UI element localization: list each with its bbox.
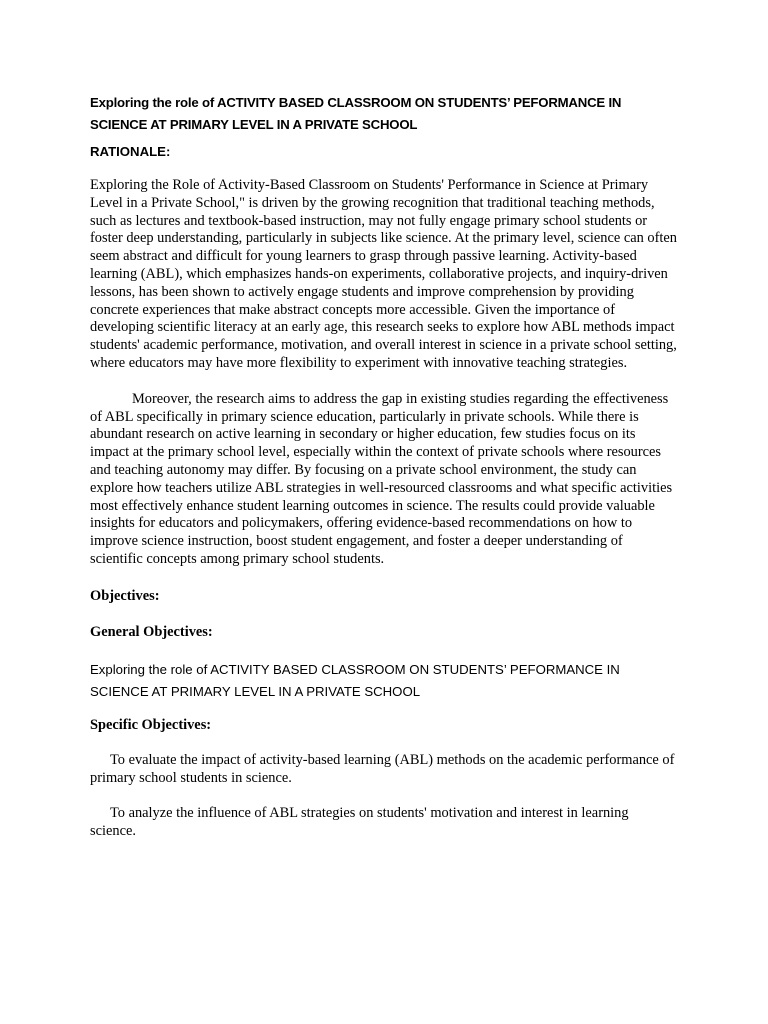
document-title: Exploring the role of ACTIVITY BASED CLASSROOM ON STUDENTS’ PEFORMANCE IN SCIENCE AT PRIMARY LEVEL IN A PRIVATE SCHOOL (90, 95, 622, 132)
objectives-heading: Objectives: (90, 587, 160, 604)
specific-objectives-heading: Specific Objectives: (90, 716, 212, 733)
specific-objective-1: To evaluate the impact of activity-based learning (ABL) methods on the academic performance of primary school students in science. (90, 751, 675, 786)
general-objectives-heading: General Objectives: (90, 623, 213, 640)
specific-objective-2: To analyze the influence of ABL strategies on students' motivation and interest in learning science. (90, 805, 629, 840)
general-objective-text: Exploring the role of ACTIVITY BASED CLASSROOM ON STUDENTS’ PEFORMANCE IN SCIENCE AT PRIMARY LEVEL IN A PRIVATE SCHOOL (90, 661, 620, 699)
rationale-paragraph-1: Exploring the Role of Activity-Based Classroom on Students' Performance in Science at Primary Level in a Private School," is driven by the growing recognition that traditional teaching methods, such as lectures and textbook-based instruction, may not fully engage primary school students or foster deep understanding, particularly in subjects like science. At the primary level, science can often seem abstract and difficult for young learners to grasp through passive learning. Activity-based learning (ABL), which emphasizes hands-on experiments, collaborative projects, and inquiry-driven lessons, has been shown to actively engage students and improve comprehension by providing concrete experiences that make abstract concepts more accessible. Given the importance of developing scientific literacy at an early age, this research seeks to explore how ABL methods impact students' academic performance, motivation, and overall interest in science in a private school setting, where educators may have more flexibility to experiment with innovative teaching strategies. (90, 177, 678, 371)
rationale-heading: RATIONALE: (90, 144, 171, 159)
rationale-paragraph-2: Moreover, the research aims to address the gap in existing studies regarding the effectiveness of ABL specifically in primary science education, particularly in private schools. While there is abundant research on active learning in secondary or higher education, few studies focus on its impact at the primary school level, especially within the context of private schools where resources and teaching autonomy may differ. By focusing on a private school environment, the study can explore how teachers utilize ABL strategies in well-resourced classrooms and what specific activities most effectively enhance student learning outcomes in science. The results could provide valuable insights for educators and policymakers, offering evidence-based recommendations on how to improve science instruction, boost student engagement, and foster a deeper understanding of scientific concepts among primary school students. (90, 390, 673, 567)
